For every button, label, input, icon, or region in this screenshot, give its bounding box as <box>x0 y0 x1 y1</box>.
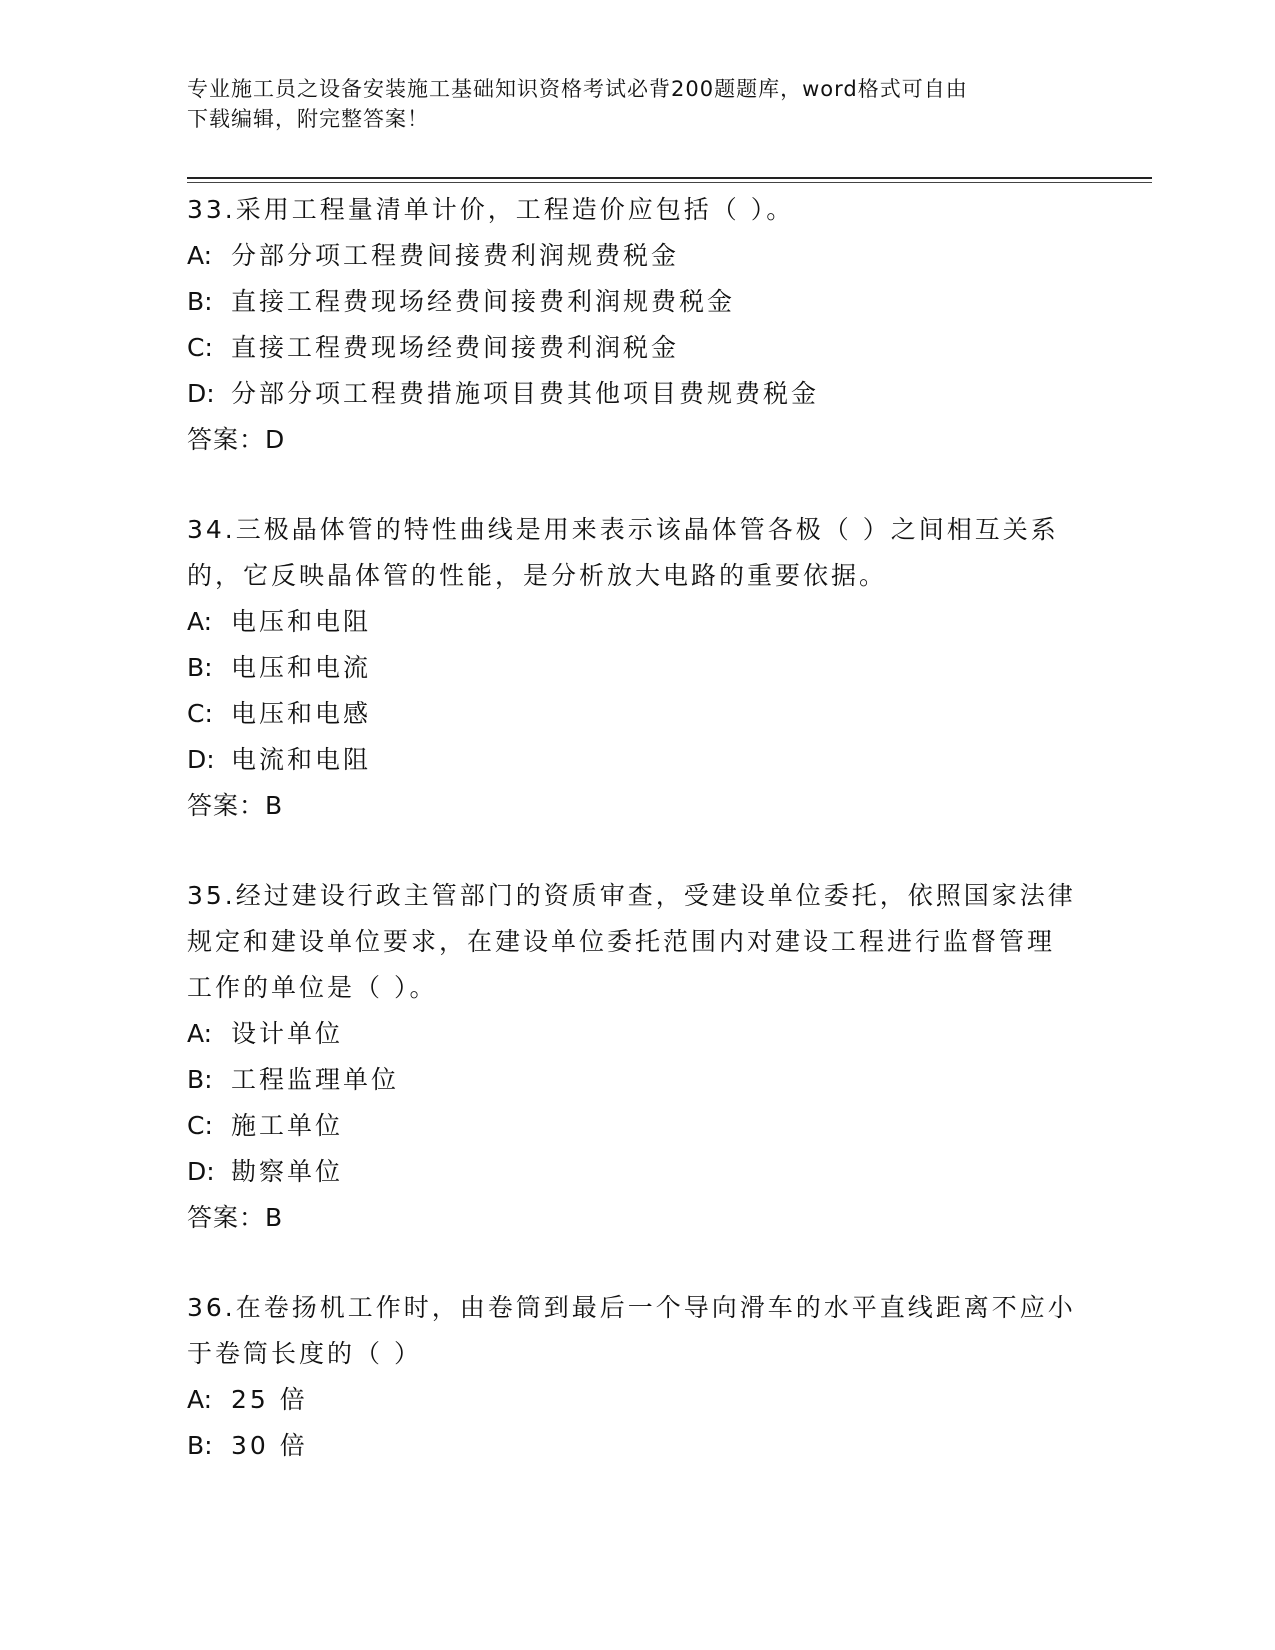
option-d <box>187 371 1077 417</box>
answer-line: 答案：B <box>187 1203 284 1232</box>
option-b <box>187 1423 1077 1469</box>
option-key: B: <box>187 653 213 682</box>
option-text: 30 倍 <box>231 1431 308 1460</box>
answer-line: 答案：B <box>187 791 284 820</box>
question-text: 33.采用工程量清单计价，工程造价应包括（ ）。 <box>187 195 795 224</box>
option-key: B: <box>187 1431 213 1460</box>
question-list <box>187 187 1077 1513</box>
question-text: 35.经过建设行政主管部门的资质审查，受建设单位委托，依照国家法律规定和建设单位要求，在建设单位委托范围内对建设工程进行监督管理工作的单位是（ ）。 <box>187 881 1076 1002</box>
answer-line: 答案：D <box>187 425 286 454</box>
option-text: 电压和电阻 <box>231 607 372 636</box>
option-key: B: <box>187 287 213 316</box>
question-35 <box>187 873 1077 1241</box>
option-b <box>187 645 1077 691</box>
header-line-1: 专业施工员之设备安装施工基础知识资格考试必背200题题库，word格式可自由 <box>187 77 968 101</box>
option-key: B: <box>187 1065 213 1094</box>
header-divider-thin <box>187 182 1152 183</box>
question-34 <box>187 507 1077 829</box>
option-key: D: <box>187 379 215 408</box>
option-d <box>187 737 1077 783</box>
option-c <box>187 691 1077 737</box>
option-text: 分部分项工程费间接费利润规费税金 <box>231 241 680 270</box>
document-header <box>187 74 1077 134</box>
option-key: C: <box>187 1111 213 1140</box>
option-text: 分部分项工程费措施项目费其他项目费规费税金 <box>231 379 820 408</box>
option-key: A: <box>187 607 213 636</box>
question-text: 34.三极晶体管的特性曲线是用来表示该晶体管各极（ ）之间相互关系的，它反映晶体管的性能，是分析放大电路的重要依据。 <box>187 515 1059 590</box>
option-b <box>187 279 1077 325</box>
option-key: D: <box>187 1157 215 1186</box>
option-c <box>187 1103 1077 1149</box>
option-c <box>187 325 1077 371</box>
option-d <box>187 1149 1077 1195</box>
option-key: D: <box>187 745 215 774</box>
option-text: 设计单位 <box>231 1019 344 1048</box>
header-divider <box>187 177 1152 179</box>
option-text: 电压和电流 <box>231 653 372 682</box>
header-line-2: 下载编辑，附完整答案！ <box>187 107 429 131</box>
option-a <box>187 1377 1077 1423</box>
option-text: 工程监理单位 <box>231 1065 400 1094</box>
option-key: A: <box>187 1385 213 1414</box>
option-text: 勘察单位 <box>231 1157 344 1186</box>
option-a <box>187 599 1077 645</box>
option-text: 电压和电感 <box>231 699 372 728</box>
option-b <box>187 1057 1077 1103</box>
option-key: A: <box>187 1019 213 1048</box>
option-text: 直接工程费现场经费间接费利润规费税金 <box>231 287 736 316</box>
option-text: 25 倍 <box>231 1385 308 1414</box>
option-a <box>187 233 1077 279</box>
option-key: C: <box>187 699 213 728</box>
option-key: C: <box>187 333 213 362</box>
question-text: 36.在卷扬机工作时，由卷筒到最后一个导向滑车的水平直线距离不应小于卷筒长度的（ ） <box>187 1293 1076 1368</box>
option-text: 电流和电阻 <box>231 745 372 774</box>
option-a <box>187 1011 1077 1057</box>
question-33 <box>187 187 1077 463</box>
question-36 <box>187 1285 1077 1469</box>
option-text: 施工单位 <box>231 1111 344 1140</box>
option-key: A: <box>187 241 213 270</box>
option-text: 直接工程费现场经费间接费利润税金 <box>231 333 680 362</box>
